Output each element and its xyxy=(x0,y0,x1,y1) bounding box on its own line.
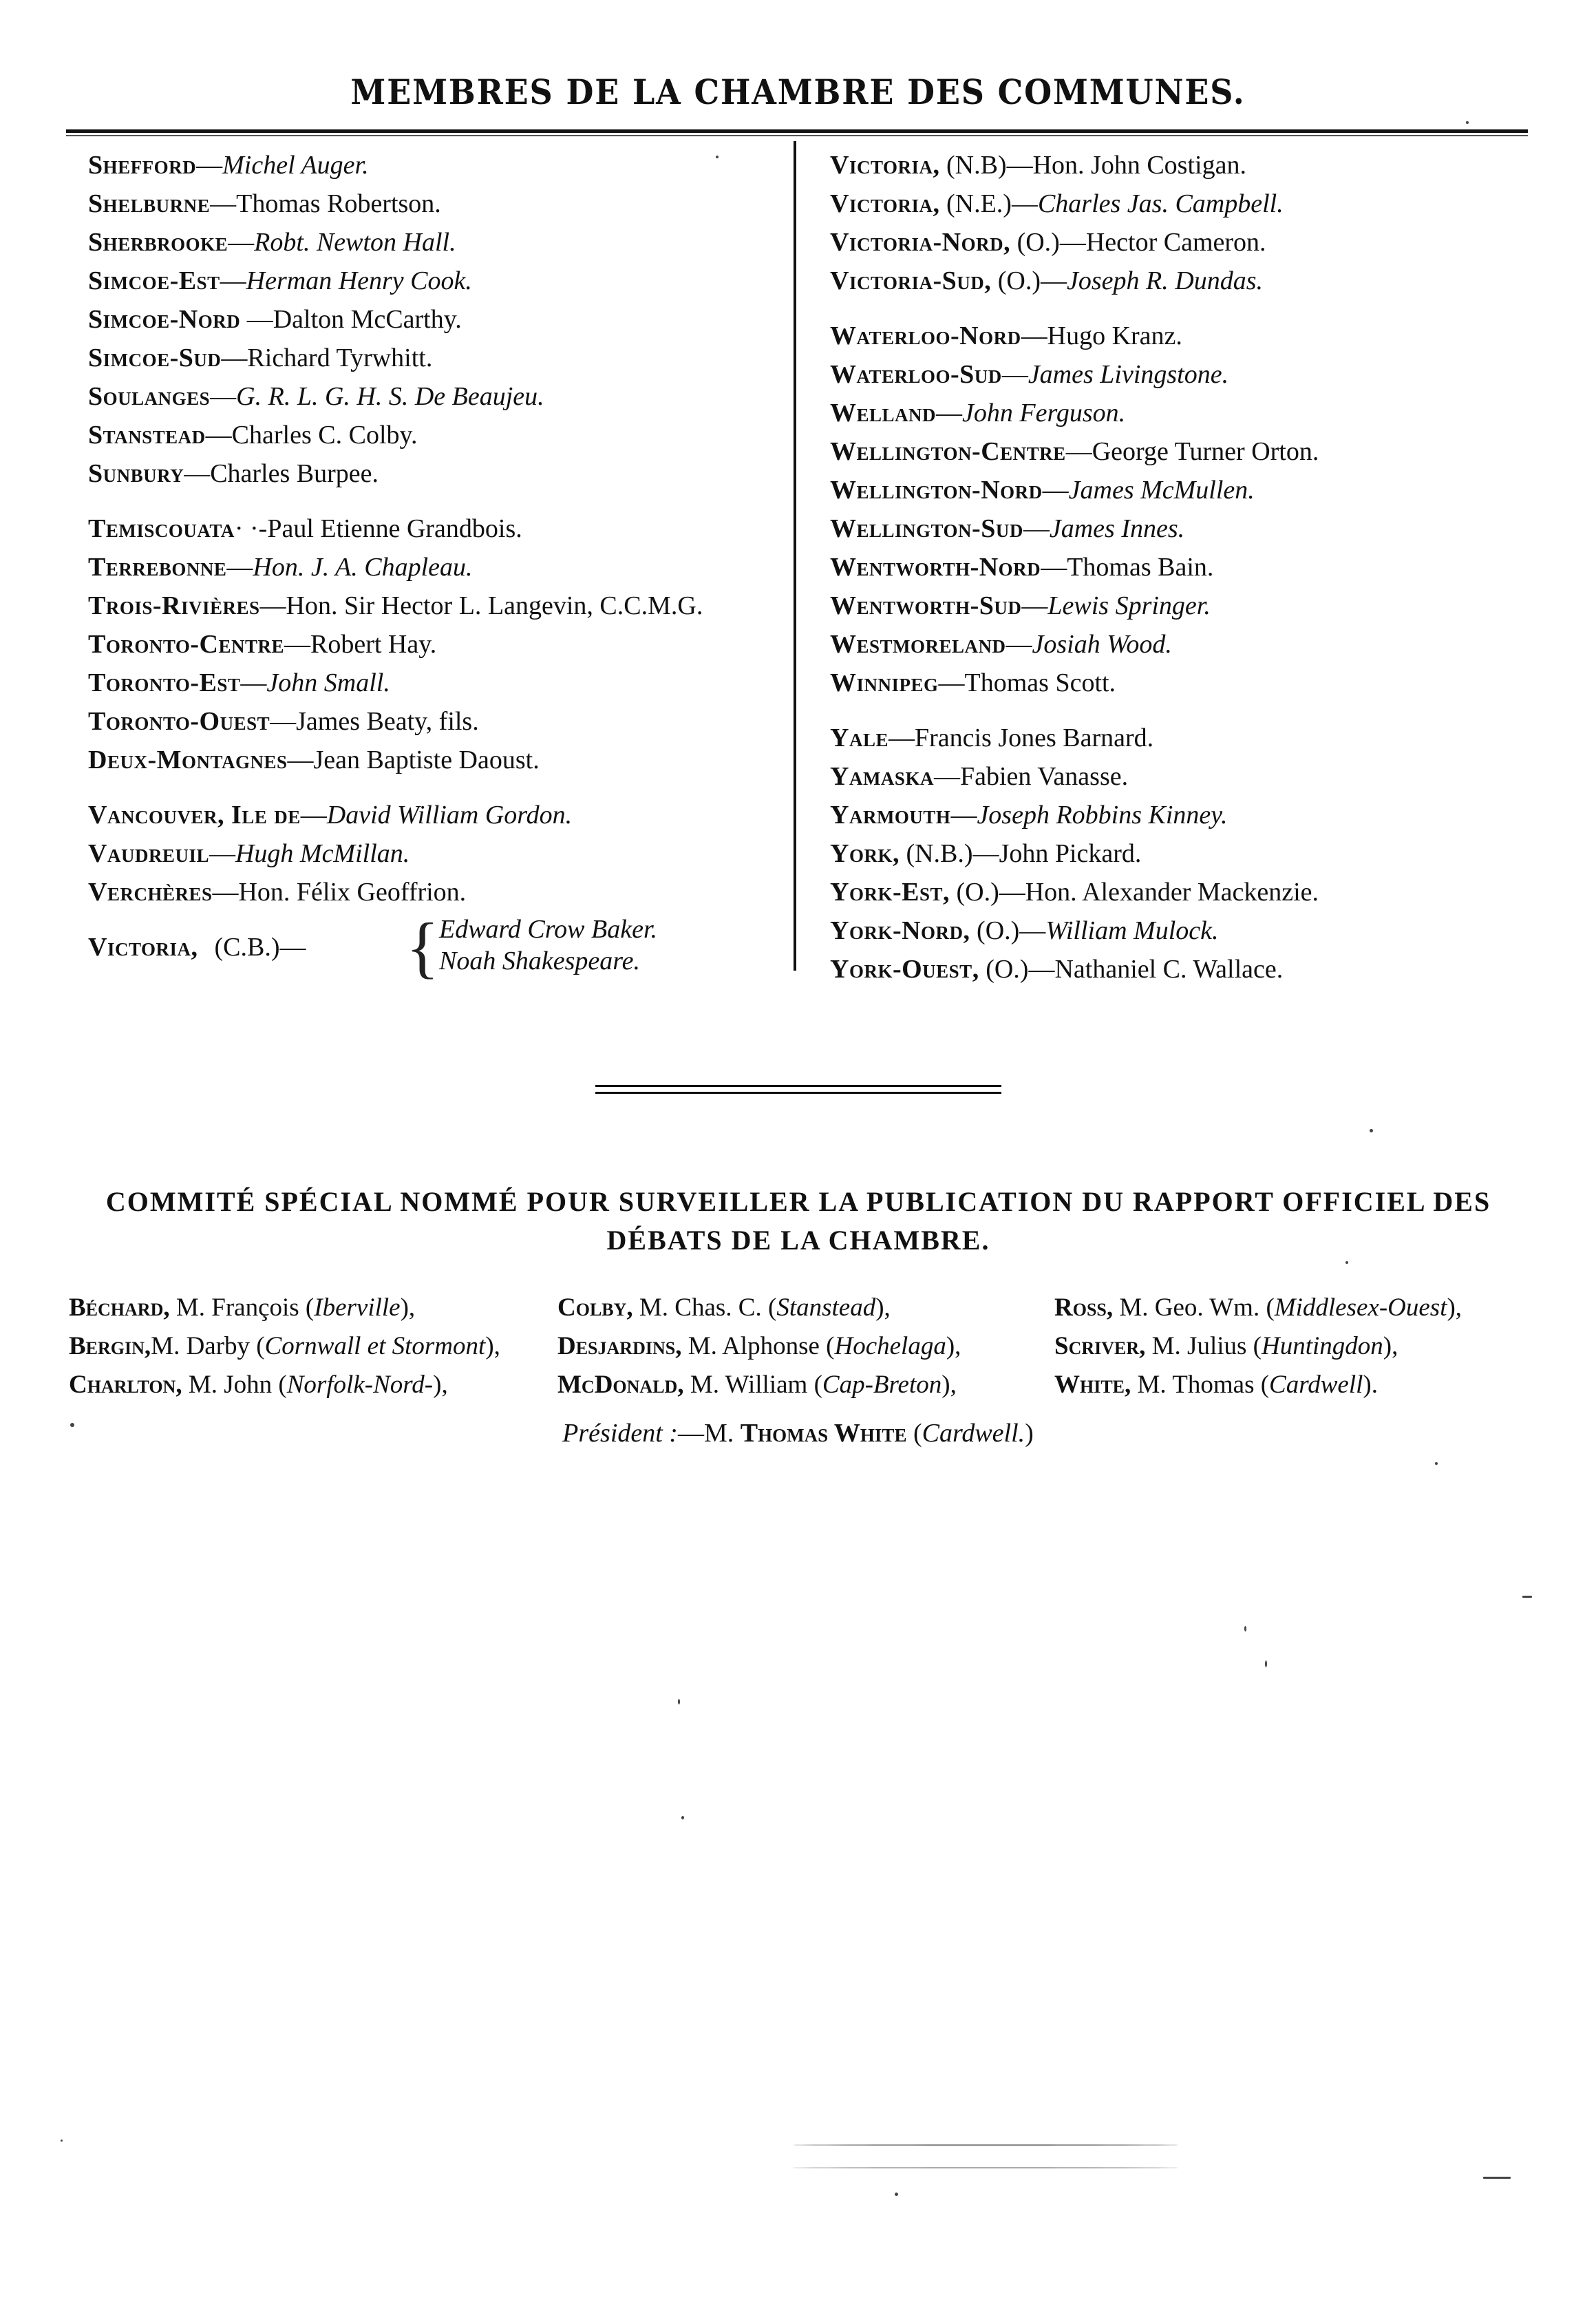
member-name: John Pickard. xyxy=(999,839,1142,868)
double-rule-bottom xyxy=(595,1092,1001,1094)
riding-name: Wellington-Nord xyxy=(830,476,1043,505)
committee-member-given: M. François ( xyxy=(169,1293,315,1322)
province-code: (C.B.)— xyxy=(214,933,306,962)
member-name: Robt. Newton Hall. xyxy=(254,228,456,257)
entry-separator: (O.)— xyxy=(949,878,1025,907)
riding-name: Winnipeg xyxy=(830,668,939,697)
double-rule-top xyxy=(595,1085,1001,1087)
member-entry xyxy=(88,184,787,223)
section-gap xyxy=(830,702,1525,719)
entry-separator: — xyxy=(933,762,960,791)
riding-name: Toronto-Centre xyxy=(88,630,284,659)
member-entry xyxy=(88,834,787,873)
committee-member xyxy=(557,1327,961,1366)
entry-separator: — xyxy=(259,591,286,620)
member-entry xyxy=(88,509,787,548)
member-name: Hon. Félix Geoffrion. xyxy=(238,878,467,907)
committee-member-close: ), xyxy=(433,1371,448,1399)
member-entry xyxy=(830,317,1525,355)
committee-member xyxy=(69,1289,500,1327)
member-name: James Beaty, fils. xyxy=(296,707,479,736)
member-entry xyxy=(88,548,787,587)
entry-separator: — xyxy=(287,746,314,774)
riding-name: Simcoe-Nord xyxy=(88,305,241,334)
riding-name: Wentworth-Sud xyxy=(830,591,1022,620)
riding-name: Shelburne xyxy=(88,189,211,218)
riding-name: Shefford xyxy=(88,151,197,180)
committee-member-given: M. Chas. C. ( xyxy=(632,1293,777,1322)
entry-separator: — xyxy=(270,707,297,736)
member-name: David William Gordon. xyxy=(326,801,573,830)
print-speck xyxy=(70,1423,74,1427)
member-name: Michel Auger. xyxy=(222,151,369,180)
committee-member-riding: Cardwell xyxy=(1269,1371,1363,1399)
committee-member-name: Colby, xyxy=(557,1293,633,1322)
member-name: Herman Henry Cook. xyxy=(246,266,472,295)
entry-separator: — xyxy=(196,151,223,180)
member-name: Charles C. Colby. xyxy=(231,421,418,450)
member-entry xyxy=(830,223,1525,262)
committee-member-riding: Hochelaga xyxy=(834,1332,946,1360)
member-name: Hon. Sir Hector L. Langevin, C.C.M.G. xyxy=(286,591,703,620)
print-speck xyxy=(793,2144,1178,2146)
member-entry xyxy=(88,664,787,702)
committee-member-name: White, xyxy=(1054,1371,1131,1399)
committee-member-given: M. Geo. Wm. ( xyxy=(1113,1293,1275,1322)
member-name: Josiah Wood. xyxy=(1032,630,1172,659)
page-title: MEMBRES DE LA CHAMBRE DES COMMUNES. xyxy=(350,72,1246,112)
member-name: Noah Shakespeare. xyxy=(439,947,640,975)
committee-member-close: ), xyxy=(485,1332,500,1360)
entry-separator: — xyxy=(220,266,246,295)
riding-name: Vaudreuil xyxy=(88,839,209,868)
member-entry xyxy=(830,262,1525,300)
member-name: James McMullen. xyxy=(1068,476,1255,505)
entry-separator: — xyxy=(1041,553,1067,582)
riding-name: Toronto-Ouest xyxy=(88,707,270,736)
member-entry xyxy=(830,432,1525,471)
member-entry-victoria-cb xyxy=(88,909,787,985)
member-entry xyxy=(88,796,787,834)
member-entry xyxy=(830,394,1525,432)
committee-title-line1: COMMITÉ SPÉCIAL NOMMÉ POUR SURVEILLER LA PUBLICATION DU RAPPORT OFFICIEL DES xyxy=(105,1186,1491,1217)
member-name: Hugh McMillan. xyxy=(235,839,410,868)
entry-separator: — xyxy=(888,724,915,752)
top-rule xyxy=(66,129,1528,133)
riding-name: York-Est, xyxy=(830,878,950,907)
committee-member-riding: Iberville xyxy=(314,1293,401,1322)
member-entry xyxy=(830,911,1525,950)
member-entry xyxy=(830,471,1525,509)
committee-member-given: M. Darby ( xyxy=(151,1332,265,1360)
section-gap xyxy=(88,779,787,796)
member-entry xyxy=(88,625,787,664)
member-name: Nathaniel C. Wallace. xyxy=(1054,955,1284,984)
riding-name: Sherbrooke xyxy=(88,228,228,257)
riding-name: Vancouver, Ile de xyxy=(88,801,301,830)
member-entry xyxy=(830,625,1525,664)
print-speck xyxy=(716,156,719,158)
entry-separator: (O.)— xyxy=(979,955,1055,984)
riding-name: York, xyxy=(830,839,900,868)
member-name: Charles Burpee. xyxy=(210,459,379,488)
member-name: Edward Crow Baker. xyxy=(439,915,658,944)
committee-title-line2: DÉBATS DE LA CHAMBRE. xyxy=(606,1225,990,1256)
riding-name: Toronto-Est xyxy=(88,668,241,697)
member-entry xyxy=(830,796,1525,834)
riding-name: Waterloo-Sud xyxy=(830,360,1002,389)
committee-member xyxy=(69,1366,500,1404)
committee-member-name: Béchard, xyxy=(69,1293,170,1322)
president-label: Président : xyxy=(562,1419,678,1448)
member-entry xyxy=(830,146,1525,184)
riding-name: Yarmouth xyxy=(830,801,951,830)
riding-name: Wellington-Centre xyxy=(830,437,1066,466)
committee-member xyxy=(557,1366,961,1404)
member-name: Robert Hay. xyxy=(310,630,437,659)
committee-member-given: M. John ( xyxy=(182,1371,287,1399)
entry-separator: (N.E.)— xyxy=(939,189,1038,218)
member-entry xyxy=(88,587,787,625)
committee-member xyxy=(1054,1289,1462,1327)
president-open: ( xyxy=(906,1419,922,1448)
committee-member-close: ), xyxy=(875,1293,891,1322)
entry-separator: — xyxy=(221,344,248,372)
member-entry xyxy=(88,300,787,339)
member-entry xyxy=(88,416,787,454)
member-entry xyxy=(830,834,1525,873)
committee-member xyxy=(69,1327,500,1366)
entry-separator: — xyxy=(205,421,232,450)
entry-separator: — xyxy=(938,668,965,697)
member-name: John Small. xyxy=(266,668,390,697)
riding-name: Waterloo-Nord xyxy=(830,321,1021,350)
president-close: ) xyxy=(1025,1419,1034,1448)
section-gap xyxy=(88,493,787,509)
entry-separator: (O.)— xyxy=(991,266,1067,295)
committee-member-name: Ross, xyxy=(1054,1293,1114,1322)
entry-separator: — xyxy=(228,228,255,257)
entry-separator: — xyxy=(210,189,237,218)
member-name: Hugo Kranz. xyxy=(1047,321,1182,350)
committee-member-name: Charlton, xyxy=(69,1371,182,1399)
committee-column-2 xyxy=(557,1289,961,1404)
member-name: G. R. L. G. H. S. De Beaujeu. xyxy=(236,382,544,411)
riding-name: York-Nord, xyxy=(830,916,970,945)
committee-member-riding: Huntingdon xyxy=(1261,1332,1383,1360)
member-entry xyxy=(830,587,1525,625)
right-column xyxy=(830,146,1525,989)
committee-member-name: McDonald, xyxy=(557,1371,684,1399)
member-name: Dalton McCarthy. xyxy=(273,305,462,334)
entry-separator: (O.)— xyxy=(1010,228,1086,257)
committee-member-riding: Cornwall et Stormont xyxy=(264,1332,486,1360)
entry-separator: (O.)— xyxy=(970,916,1046,945)
riding-name: Trois-Rivières xyxy=(88,591,260,620)
entry-separator: — xyxy=(1006,630,1032,659)
committee-member xyxy=(557,1289,961,1327)
riding-name: Victoria, xyxy=(88,933,198,962)
riding-name: Stanstead xyxy=(88,421,206,450)
member-entry xyxy=(830,757,1525,796)
riding-name: Soulanges xyxy=(88,382,211,411)
committee-member-given: M. Alphonse ( xyxy=(681,1332,835,1360)
riding-name: Yale xyxy=(830,724,889,752)
print-speck xyxy=(1345,1261,1348,1264)
riding-name: York-Ouest, xyxy=(830,955,979,984)
member-name: John Ferguson. xyxy=(962,399,1126,427)
member-name: James Innes. xyxy=(1049,514,1185,543)
print-speck xyxy=(793,2167,1178,2168)
entry-separator: — xyxy=(1021,321,1047,350)
member-name: William Mulock. xyxy=(1045,916,1219,945)
committee-member-name: Desjardins, xyxy=(557,1332,682,1360)
left-column xyxy=(88,146,787,985)
member-name: Jean Baptiste Daoust. xyxy=(313,746,540,774)
member-entry xyxy=(88,146,787,184)
brace-glyph: { xyxy=(406,909,439,985)
entry-separator: — xyxy=(1001,360,1028,389)
member-name: Joseph Robbins Kinney. xyxy=(977,801,1228,830)
committee-member xyxy=(1054,1366,1462,1404)
member-name: Hon. John Costigan. xyxy=(1032,151,1246,180)
member-entry xyxy=(88,339,787,377)
riding-name: Westmoreland xyxy=(830,630,1006,659)
entry-separator: — xyxy=(1042,476,1069,505)
riding-name: Terrebonne xyxy=(88,553,227,582)
print-speck xyxy=(895,2193,898,2196)
member-entry xyxy=(830,184,1525,223)
committee-member-close: ), xyxy=(400,1293,416,1322)
member-name: Thomas Scott. xyxy=(964,668,1116,697)
entry-separator: (N.B.)— xyxy=(899,839,999,868)
entry-separator: — xyxy=(950,801,977,830)
committee-member-given: M. Julius ( xyxy=(1145,1332,1262,1360)
riding-name: Wellington-Sud xyxy=(830,514,1023,543)
riding-name: Wentworth-Nord xyxy=(830,553,1041,582)
print-speck xyxy=(1522,1596,1532,1598)
entry-separator: — xyxy=(936,399,963,427)
entry-separator: — xyxy=(300,801,327,830)
committee-member-close: ), xyxy=(1447,1293,1462,1322)
member-entry xyxy=(88,702,787,741)
committee-member-riding: Middlesex-Ouest xyxy=(1274,1293,1447,1322)
riding-name: Victoria, xyxy=(830,151,940,180)
member-name: Hector Cameron. xyxy=(1085,228,1266,257)
committee-member-given: M. Thomas ( xyxy=(1131,1371,1270,1399)
entry-separator: — xyxy=(284,630,310,659)
president-separator: —M. xyxy=(677,1419,741,1448)
member-entry xyxy=(830,355,1525,394)
committee-member-close: ), xyxy=(946,1332,961,1360)
riding-name: Sunbury xyxy=(88,459,184,488)
print-speck xyxy=(1370,1129,1373,1132)
member-name: Thomas Bain. xyxy=(1067,553,1214,582)
entry-separator: (N.B)— xyxy=(939,151,1033,180)
top-rule-thin xyxy=(66,135,1528,136)
member-name: Lewis Springer. xyxy=(1047,591,1211,620)
entry-separator: · ·- xyxy=(234,514,268,543)
member-entry xyxy=(830,950,1525,989)
member-name: George Turner Orton. xyxy=(1092,437,1319,466)
riding-name: Deux-Montagnes xyxy=(88,746,288,774)
entry-separator: — xyxy=(212,878,239,907)
committee-member-close: ), xyxy=(941,1371,957,1399)
riding-name: Verchères xyxy=(88,878,213,907)
print-speck xyxy=(1244,1626,1246,1632)
member-name: Francis Jones Barnard. xyxy=(914,724,1154,752)
member-entry xyxy=(88,454,787,493)
committee-member-riding: Cap-Breton xyxy=(822,1371,942,1399)
riding-lead xyxy=(88,928,306,967)
entry-separator: — xyxy=(226,553,253,582)
committee-column-3 xyxy=(1054,1289,1462,1404)
committee-member-name: Scriver, xyxy=(1054,1332,1146,1360)
riding-name: Temiscouata xyxy=(88,514,235,543)
entry-separator: — xyxy=(1021,591,1048,620)
print-speck xyxy=(1435,1462,1438,1465)
member-entry xyxy=(88,262,787,300)
committee-member-name: Bergin, xyxy=(69,1332,151,1360)
committee-column-1 xyxy=(69,1289,500,1404)
section-gap xyxy=(830,300,1525,317)
member-name: James Livingstone. xyxy=(1028,360,1229,389)
entry-separator: — xyxy=(240,668,267,697)
member-name: Hon. J. A. Chapleau. xyxy=(253,553,473,582)
riding-name: Victoria-Nord, xyxy=(830,228,1011,257)
president-riding: Cardwell. xyxy=(922,1419,1025,1448)
member-entry xyxy=(88,741,787,779)
member-entry xyxy=(88,223,787,262)
member-entry xyxy=(88,873,787,911)
committee-member xyxy=(1054,1327,1462,1366)
riding-name: Victoria-Sud, xyxy=(830,266,992,295)
entry-separator: — xyxy=(184,459,211,488)
committee-title xyxy=(55,1183,1542,1260)
member-entry xyxy=(830,664,1525,702)
committee-member-riding: Stanstead xyxy=(776,1293,876,1322)
entry-separator: — xyxy=(210,382,237,411)
entry-separator: — xyxy=(1065,437,1092,466)
member-name: Paul Etienne Grandbois. xyxy=(267,514,522,543)
column-divider xyxy=(794,141,796,971)
member-entry xyxy=(830,719,1525,757)
member-name: Joseph R. Dundas. xyxy=(1067,266,1263,295)
entry-separator: — xyxy=(1023,514,1050,543)
print-speck xyxy=(1466,121,1469,124)
riding-name: Yamaska xyxy=(830,762,934,791)
entry-separator: — xyxy=(209,839,235,868)
committee-member-given: M. William ( xyxy=(683,1371,822,1399)
committee-member-close: ), xyxy=(1383,1332,1398,1360)
print-speck xyxy=(61,2140,63,2142)
riding-name: Simcoe-Est xyxy=(88,266,220,295)
riding-name: Victoria, xyxy=(830,189,940,218)
print-speck xyxy=(1265,1660,1267,1667)
member-name: Charles Jas. Campbell. xyxy=(1037,189,1284,218)
president-name: Thomas White xyxy=(740,1419,907,1448)
member-entry xyxy=(830,548,1525,587)
print-speck xyxy=(681,1816,684,1819)
entry-separator: — xyxy=(240,305,273,334)
member-name: Hon. Alexander Mackenzie. xyxy=(1025,878,1319,907)
member-name: Thomas Robertson. xyxy=(236,189,441,218)
member-name: Richard Tyrwhitt. xyxy=(247,344,433,372)
member-name: Fabien Vanasse. xyxy=(959,762,1129,791)
riding-name: Welland xyxy=(830,399,937,427)
member-entry xyxy=(830,873,1525,911)
member-entry xyxy=(830,509,1525,548)
print-speck xyxy=(1483,2177,1511,2179)
print-speck xyxy=(678,1699,680,1704)
committee-member-close: ). xyxy=(1363,1371,1378,1399)
riding-name: Simcoe-Sud xyxy=(88,344,222,372)
committee-president xyxy=(0,1418,1596,1448)
committee-member-riding: Norfolk-Nord- xyxy=(286,1371,434,1399)
member-entry xyxy=(88,377,787,416)
